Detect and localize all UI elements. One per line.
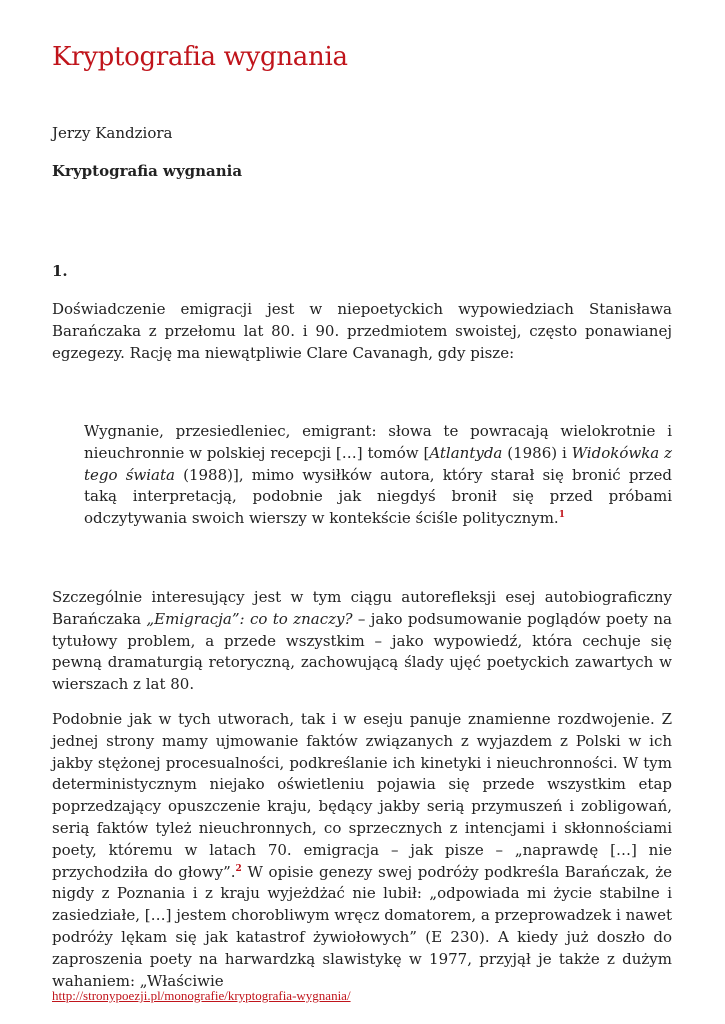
- block-quote: [84, 421, 672, 530]
- quote-text: (1986) i: [502, 443, 572, 462]
- source-url-link[interactable]: http://stronypoezji.pl/monografie/kryptografia-wygnania/: [52, 988, 351, 1003]
- quote-text: (1988)], mimo wysiłków autora, który starał się bronić przed taką interpretacją, podobnie jak niegdyś bronił się przed próbami odczytywania swoich wierszy w kontekście ściśle politycznym.: [84, 465, 672, 528]
- paragraph-1: Doświadczenie emigracji jest w niepoetyckich wypowiedziach Stanisława Barańczaka z przełomu lat 80. i 90. przedmiotem swoistej, często ponawianej egzegezy. Rację ma niewątpliwie Clare Cavanagh, gdy pisze:: [52, 300, 672, 362]
- essay-title: „Emigracja”: co to znaczy?: [146, 609, 353, 628]
- article-subtitle: Kryptografia wygnania: [52, 162, 243, 180]
- paragraph-text: Szczególnie interesujący jest w tym ciągu autorefleksji esej autobiograficzny Barańczaka: [52, 588, 672, 628]
- section-number: 1.: [52, 262, 68, 280]
- page-title: Kryptografia wygnania: [52, 42, 348, 72]
- paragraph-2: [52, 587, 672, 696]
- footnote-link-2[interactable]: 2: [235, 863, 242, 874]
- footnote-link-1[interactable]: 1: [558, 510, 565, 521]
- paragraph-text: – jako podsumowanie poglądów poety na tytułowy problem, a przede wszystkim – jako wypowiedź, która cechuje się pewną dramaturgią retoryczną, zachowującą ślady ujęć poetyckich zawartych w wierszach z lat 80.: [52, 609, 672, 694]
- paragraph-text: Podobnie jak w tych utworach, tak i w eseju panuje znamienne rozdwojenie. Z jednej strony mamy ujmowanie faktów związanych z wyjazdem z Polski w ich jakby stężonej procesualności, podkreślanie ich kinetyki i nieuchronności. W tym deterministycznym niejako oświetleniu pojawia się przede wszystkim etap poprzedzający opuszczenie kraju, będący jakby serią przymuszeń i zobligowań, serią faktów tyleż nieuchronnych, co sprzecznych z intencjami i skłonnościami poety, któremu w latach 70. emigracja – jak pisze – „naprawdę […] nie przychodziła do głowy”.: [52, 710, 672, 881]
- quote-title-atlantyda: Atlantyda: [429, 443, 503, 462]
- quote-title-widokowka: Widokówka z tego świata: [84, 443, 673, 484]
- quote-text: Wygnanie, przesiedleniec, emigrant: słowa te powracają wielokrotnie i nieuchronnie w polskiej recepcji […] tomów [: [84, 422, 672, 462]
- author-name: Jerzy Kandziora: [52, 124, 173, 142]
- paragraph-3: [52, 709, 672, 992]
- paragraph-text: W opisie genezy swej podróży podkreśla Barańczak, że nigdy z Poznania i z kraju wyjeżdżać nie lubił: „odpowiada mi życie stabilne i zasiedziałe, […] jestem chorobliwym wręcz domatorem, a przeprowadzek i nawet podróży lękam się jak katastrof żywiołowych” (E 230). A kiedy już doszło do zaproszenia poety na harwardzką slawistykę w 1977, przyjął je także z dużym wahaniem: „Właściwie: [52, 862, 672, 990]
